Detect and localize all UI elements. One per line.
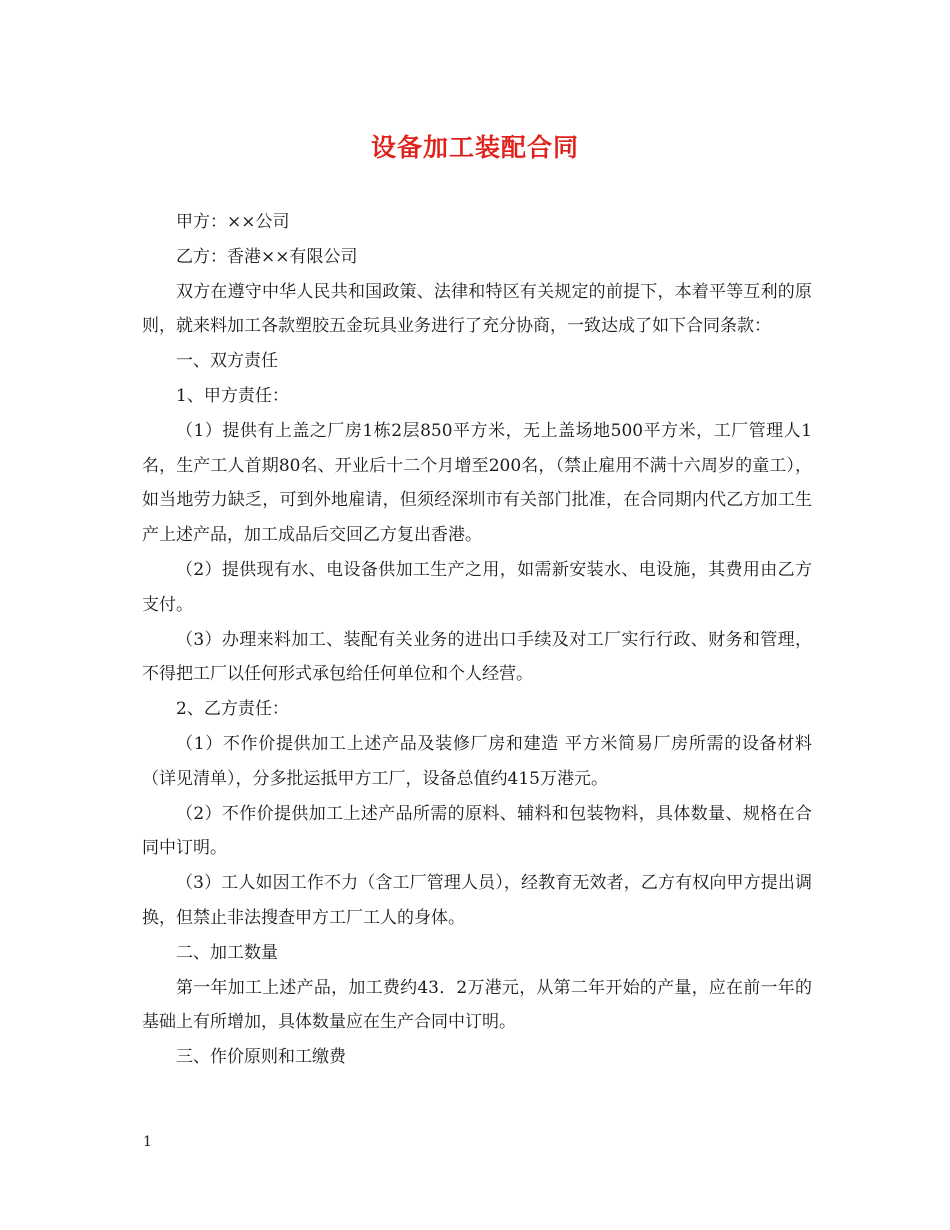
section-heading-pricing: 三、作价原则和工缴费	[176, 1047, 346, 1068]
section-heading-responsibilities: 一、双方责任	[176, 351, 278, 372]
clause-party-b-2: （2）不作价提供加工上述产品所需的原料、辅料和包装物料，具体数量、规格在合同中订明。	[142, 803, 812, 859]
section-heading-quantity: 二、加工数量	[176, 942, 278, 963]
clause-party-b-1: （1）不作价提供加工上述产品及装修厂房和建造 平方米简易厂房所需的设备材料（详见清单），分多批运抵甲方工厂，设备总值约415万港元。	[142, 733, 812, 789]
paragraph-preamble: 双方在遵守中华人民共和国政策、法律和特区有关规定的前提下，本着平等互利的原则，就来料加工各款塑胶五金玩具业务进行了充分协商，一致达成了如下合同条款：	[142, 281, 812, 337]
document-body	[142, 205, 812, 1075]
clause-quantity: 第一年加工上述产品，加工费约43．2万港元，从第二年开始的产量，应在前一年的基础上有所增加，具体数量应在生产合同中订明。	[142, 977, 812, 1033]
subsection-heading-party-a: 1、甲方责任：	[176, 385, 289, 406]
clause-party-a-1: （1）提供有上盖之厂房1栋2层850平方米，无上盖场地500平方米，工厂管理人1名，生产工人首期80名、开业后十二个月增至200名，（禁止雇用不满十六周岁的童工），如当地劳力缺乏，可到外地雇请，但须经深圳市有关部门批准，在合同期内代乙方加工生产上述产品，加工成品后交回乙方复出香港。	[142, 420, 812, 546]
clause-party-a-3: （3）办理来料加工、装配有关业务的进出口手续及对工厂实行行政、财务和管理，不得把工厂以任何形式承包给任何单位和个人经营。	[142, 629, 812, 685]
clause-party-b-3: （3）工人如因工作不力（含工厂管理人员），经教育无效者，乙方有权向甲方提出调换，但禁止非法搜查甲方工厂工人的身体。	[142, 873, 812, 928]
subsection-heading-party-b: 2、乙方责任：	[176, 699, 289, 720]
page-number: 1	[143, 1134, 152, 1150]
clause-party-a-2: （2）提供现有水、电设备供加工生产之用，如需新安装水、电设施，其费用由乙方支付。	[142, 559, 812, 615]
paragraph-party-b: 乙方：香港××有限公司	[176, 246, 358, 267]
paragraph-party-a: 甲方：××公司	[176, 212, 290, 232]
document-title: 设备加工装配合同	[370, 133, 579, 162]
